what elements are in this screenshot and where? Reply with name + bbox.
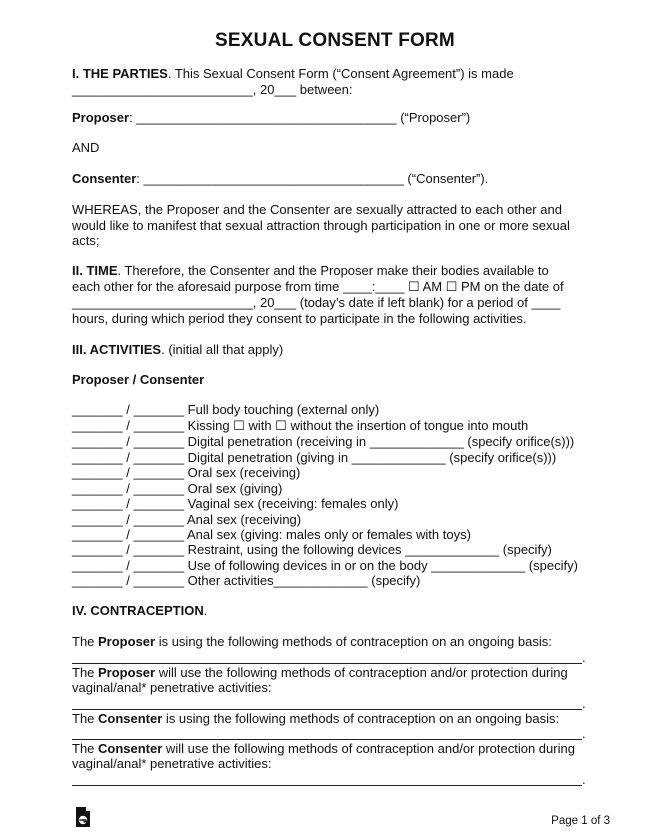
time-text: . Therefore, the Consenter and the Proposer make their bodies available to	[117, 263, 549, 278]
consenter-will-use-blank[interactable]	[72, 785, 582, 786]
period: .	[582, 726, 586, 741]
proposer-ongoing-line	[72, 634, 592, 650]
consenter-will-use-line	[72, 741, 592, 757]
contraception-heading-line	[72, 603, 592, 619]
the-word: The	[72, 711, 99, 726]
the-word: The	[72, 741, 99, 756]
the-word: The	[72, 665, 99, 680]
proposer-line	[72, 110, 592, 126]
will-use-text: will use the following methods of contraception and/or protection during	[162, 741, 575, 756]
time-line-3[interactable]: _________________________, 20___ (today’s date if left blank) for a period of ____	[72, 295, 561, 310]
period: .	[582, 696, 586, 711]
ongoing-text: is using the following methods of contraception on an ongoing basis:	[155, 634, 552, 649]
time-heading: II. TIME	[72, 263, 118, 278]
will-use-text: will use the following methods of contraception and/or protection during	[155, 665, 568, 680]
time-line-1	[72, 263, 592, 279]
consenter-word: Consenter	[98, 741, 163, 756]
the-word: The	[72, 634, 99, 649]
proposer-word: Proposer	[98, 665, 156, 680]
eforms-logo-icon	[75, 806, 91, 828]
activity-item[interactable]: _______ / _______ Oral sex (receiving)	[72, 465, 301, 480]
activity-item[interactable]: _______ / _______ Digital penetration (giving in _____________ (specify orifice(s)))	[72, 450, 557, 465]
activities-heading: III. ACTIVITIES	[72, 342, 162, 357]
page-number: Page 1 of 3	[551, 815, 610, 827]
whereas-paragraph: WHEREAS, the Proposer and the Consenter are sexually attracted to each other and would like to manifest that sexual attraction through participation in one or more sexual acts;	[72, 202, 570, 248]
proposer-field[interactable]: : ____________________________________ (“Proposer”)	[129, 110, 471, 125]
parties-heading: I. THE PARTIES	[72, 66, 168, 81]
contraception-heading: IV. CONTRACEPTION	[72, 603, 204, 618]
heading-period: .	[203, 603, 208, 618]
consenter-ongoing-line	[72, 711, 592, 727]
proposer-label: Proposer	[72, 110, 130, 125]
activity-item[interactable]: _______ / _______ Kissing ☐ with ☐ without the insertion of tongue into mouth	[72, 418, 529, 433]
consenter-label: Consenter	[72, 171, 137, 186]
activities-note: . (initial all that apply)	[161, 342, 284, 357]
activity-item[interactable]: _______ / _______ Use of following devices in or on the body _____________ (specify)	[72, 558, 578, 573]
consenter-line	[72, 171, 592, 187]
activity-item[interactable]: _______ / _______ Oral sex (giving)	[72, 481, 283, 496]
parties-line-2: _________________________, 20___ between:	[72, 82, 353, 97]
activity-item[interactable]: _______ / _______ Other activities_____________ (specify)	[72, 573, 421, 588]
consenter-ongoing-blank[interactable]	[72, 739, 582, 740]
and-text: AND	[72, 140, 100, 155]
proposer-will-use-blank[interactable]	[72, 709, 582, 710]
activities-line	[72, 342, 592, 358]
consenter-field[interactable]: : ____________________________________ (“Consenter”).	[136, 171, 489, 186]
ongoing-text: is using the following methods of contraception on an ongoing basis:	[162, 711, 560, 726]
activity-item[interactable]: _______ / _______ Anal sex (receiving)	[72, 512, 302, 527]
activity-item[interactable]: _______ / _______ Vaginal sex (receiving: females only)	[72, 496, 399, 511]
time-line-4: hours, during which period they consent to participate in the following activities.	[72, 311, 527, 326]
parties-line-1	[72, 66, 592, 82]
period: .	[582, 772, 586, 787]
proposer-will-use-line	[72, 665, 592, 681]
proposer-word: Proposer	[98, 634, 156, 649]
activity-item[interactable]: _______ / _______ Digital penetration (receiving in _____________ (specify orifice(s)))	[72, 434, 575, 449]
period: .	[582, 650, 586, 665]
time-line-2[interactable]: each other for the aforesaid purpose from time ____:____ ☐ AM ☐ PM on the date of	[72, 279, 564, 294]
document-title: SEXUAL CONSENT FORM	[215, 30, 455, 51]
proposer-ongoing-blank[interactable]	[72, 663, 582, 664]
activity-item[interactable]: _______ / _______ Full body touching (external only)	[72, 402, 380, 417]
penetrative-text: vaginal/anal* penetrative activities:	[72, 680, 272, 695]
activity-item[interactable]: _______ / _______ Anal sex (giving: males only or females with toys)	[72, 527, 471, 542]
consenter-word: Consenter	[98, 711, 163, 726]
penetrative-text: vaginal/anal* penetrative activities:	[72, 756, 272, 771]
activity-item[interactable]: _______ / _______ Restraint, using the following devices _____________ (specify)	[72, 542, 552, 557]
activities-subheading: Proposer / Consenter	[72, 372, 205, 387]
parties-text: . This Sexual Consent Form (“Consent Agreement”) is made	[167, 66, 514, 81]
